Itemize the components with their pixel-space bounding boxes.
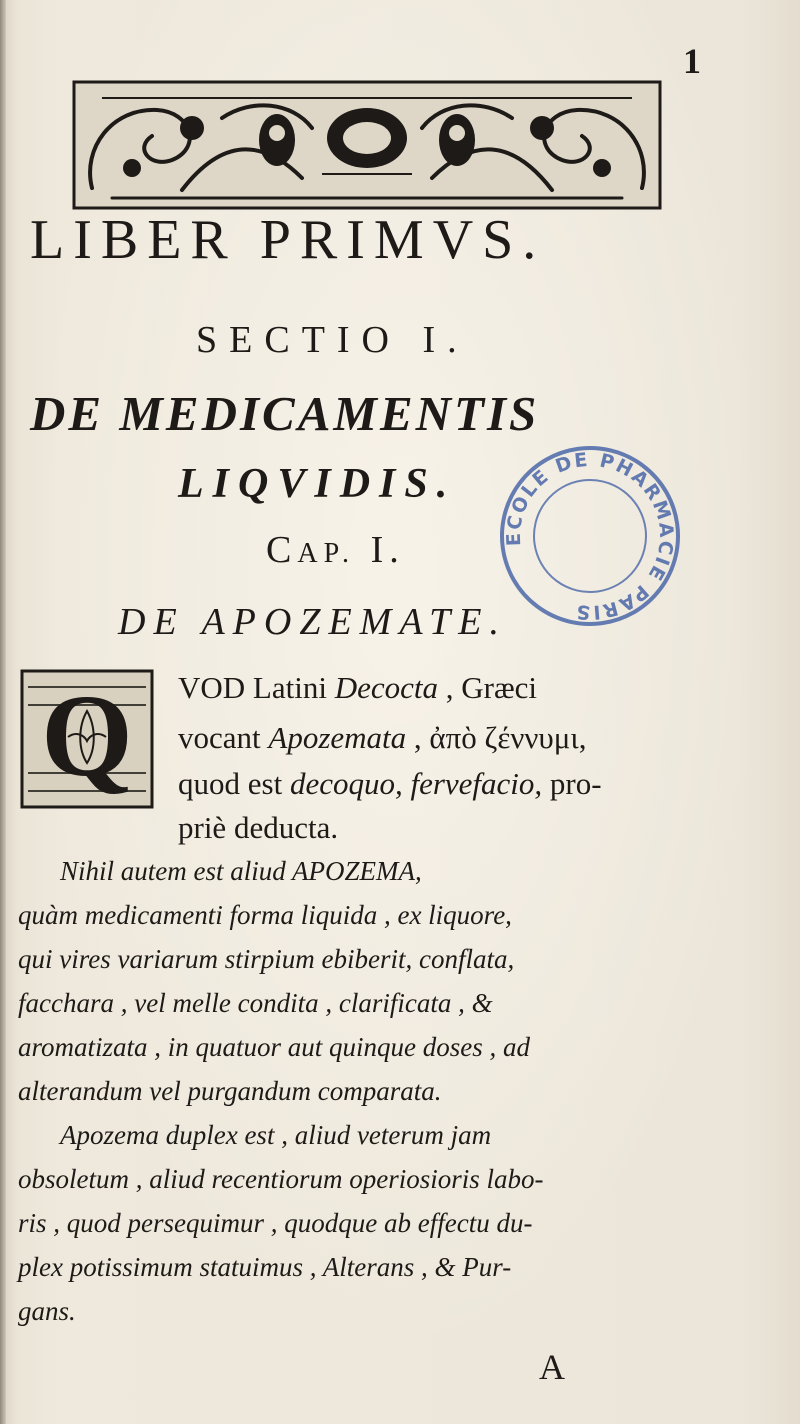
book-title: LIBER PRIMVS. — [30, 209, 546, 271]
line-roman: , Græci — [437, 670, 537, 705]
text-line — [178, 812, 703, 843]
line-italic: decoquo, fervefacio, — [289, 766, 543, 801]
section-heading: SECTIO I. — [196, 319, 469, 361]
text-line: Nihil autem est aliud APOZEMA, — [60, 856, 422, 886]
text-line — [178, 672, 703, 703]
library-stamp — [479, 425, 700, 646]
text-line: quàm medicamenti forma liquida , ex liquore, — [18, 900, 512, 930]
caput-abbrev: AP. — [297, 538, 356, 569]
text-line: ris , quod persequimur , quodque ab effectu du- — [18, 1208, 533, 1238]
woodcut-headpiece-ornament — [72, 78, 662, 212]
svg-text:ECOLE DE PHARMACIE PARIS — [491, 437, 688, 634]
page-number: 1 — [683, 41, 701, 81]
text-line: gans. — [18, 1296, 76, 1326]
text-line: Apozema duplex est , aliud veterum jam — [60, 1120, 492, 1150]
subchapter-heading: DE APOZEMATE. — [118, 601, 507, 643]
chapter-heading-line-2: LIQVIDIS. — [178, 461, 457, 507]
caput-number: I. — [355, 529, 405, 571]
line-italic: Apozemata — [268, 720, 407, 755]
line-roman: priè deducta. — [178, 810, 339, 845]
line-roman: vocant — [178, 720, 269, 755]
caput-initial: C — [266, 529, 298, 571]
text-line: alterandum vel purgandum comparata. — [18, 1076, 442, 1106]
text-line: obsoletum , aliud recentiorum operiosioris labo- — [18, 1164, 544, 1194]
signature-mark: A — [539, 1347, 565, 1387]
line-roman: pro- — [542, 766, 602, 801]
page-gutter — [0, 0, 6, 1424]
line-roman: VOD Latini — [178, 670, 335, 705]
text-line — [178, 768, 703, 799]
line-roman: , ἀπὸ ζέννυμι, — [406, 720, 587, 755]
woodcut-initial-q — [18, 667, 156, 811]
line-roman: quod est — [178, 766, 290, 801]
text-line: facchara , vel melle condita , clarificata , & — [18, 988, 493, 1018]
text-line — [178, 722, 703, 753]
text-line: qui vires variarum stirpium ebiberit, conflata, — [18, 944, 515, 974]
line-italic: Decocta — [334, 670, 438, 705]
caput-heading — [266, 528, 506, 572]
text-line: plex potissimum statuimus , Alterans , & Pur- — [18, 1252, 512, 1282]
initial-letter: Q — [41, 670, 133, 801]
chapter-heading-line-1: DE MEDICAMENTIS — [30, 386, 540, 441]
text-line: aromatizata , in quatuor aut quinque doses , ad — [18, 1032, 531, 1062]
stamp-text: ECOLE DE PHARMACIE PARIS — [502, 448, 678, 624]
